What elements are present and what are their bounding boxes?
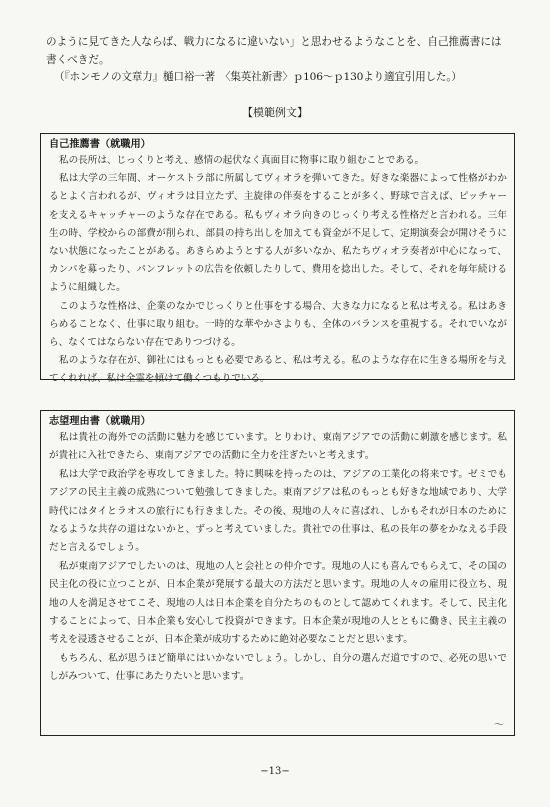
paragraph: 私は貴社の海外での活動に魅力を感じています。とりわけ、東南アジアでの活動に刺激を感じます。私が貴社に入社できたら、東南アジアでの活動に全力を注ぎたいと考えます。 (49, 432, 507, 462)
self-recommendation-box (40, 133, 515, 385)
intro-text (46, 34, 508, 87)
paragraph: このような性格は、企業のなかでじっくりと仕事をする場合、大きな力になると私は考える。私はあきらめることなく、仕事に取り組む。一時的な華やかさよりも、全体のバランスを重視する。それでいながら、なくてはならない存在でありつづける。 (49, 300, 507, 349)
paragraph: 私は大学の三年間、オーケストラ部に所属してヴィオラを弾いてきた。好きな楽器によって性格がわかるとよく言われるが、ヴィオラは目立たず、主旋律の伴奏をすることが多く、野球で言えば、ピッチャーを支えるキャッチャーのような存在である。私もヴィオラ向きのじっくり考える性格だと言われる。三年生の時、学校からの部費が削られ、部員の持ち出しを加えても資金が不足して、定期演奏会が開けそうにない状態になったことがある。あきらめようとする人が多いなか、私たちヴィオラ奏者が中心になって、カンパを募ったり、パンフレットの広告を依頼したりして、費用を捻出した。そして、それを毎年続けるように組織した。 (49, 173, 507, 294)
paragraph: 私のような存在が、御社にはもっとも必要であると、私は考える。私のような存在に生きる場所を与えてくれれば、私は全霊を傾けて働くつもりでいる。 (49, 355, 507, 385)
citation: （『ホンモノの文章力』樋口裕一著 〈集英社新書〉ｐ106～ｐ130より適宜引用した。） (54, 71, 462, 83)
page-number: −13− (260, 766, 290, 777)
intro-line: のように見てきた人ならば、戦力になるに違いない」と思わせるようなことを、自己推薦書には書くべきだ。 (46, 36, 502, 66)
section-title: 【模範例文】 (242, 106, 308, 119)
paragraph: 私の長所は、じっくりと考え、感情の起伏なく真面目に物事に取り組むことである。 (59, 155, 425, 166)
paragraph: 私が東南アジアでしたいのは、現地の人と会社との仲介です。現地の人にも喜んでもらえて、その国の民主化の役に立つことが、日本企業が発展する最大の方法だと思います。現地の人々の雇用に役立ち、現地の人を満足させてこそ、現地の人は日本企業を自分たちのものとして認めてくれます。そして、民主化することによって、日本企業も安心して投資ができます。日本企業が現地の人とともに働き、民主主義の考えを浸透させることが、日本企業が成功するために絶対必要なことだと思います。 (49, 560, 507, 646)
paragraph: 私は大学で政治学を専攻してきました。特に興味を持ったのは、アジアの工業化の将来です。ゼミでもアジアの民主主義の成熟について勉強してきました。東南アジアは私のもっとも好きな地域であり、大学時代にはタイとラオスの旅行にも行きました。その後、現地の人々に喜ばれ、しかもそれが日本のためになるような共存の道はないかと、ずっと考えていました。貴社での仕事は、私の長年の夢をかなえる手段だと言えるでしょう。 (49, 468, 507, 554)
end-mark: 〜 (494, 720, 504, 731)
box-title: 自己推薦書（就職用） (49, 138, 151, 150)
paragraph: もちろん、私が思うほど簡単にはいかないでしょう。しかし、自分の選んだ道ですので、必死の思いでしがみついて、仕事にあたりたいと思います。 (49, 652, 507, 683)
motivation-statement-box (40, 410, 515, 736)
box-title: 志望理由書（就職用） (49, 415, 151, 427)
